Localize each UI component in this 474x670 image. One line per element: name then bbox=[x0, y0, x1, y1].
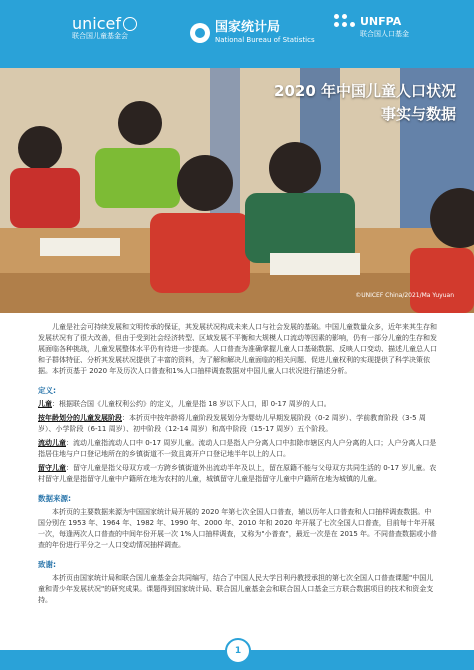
definition-text: ：留守儿童是指父母双方或一方跨乡镇街道外出流动半年及以上，留在原籍不能与父母双方共同生活的 0-17 岁儿童。农村留守儿童是指留守儿童中户籍所在地为农村的儿童，城镇留守儿童是指留守儿童中户籍所在地为城镇的儿童。 bbox=[38, 464, 437, 483]
header-banner bbox=[0, 0, 474, 68]
unfpa-cn-name: 联合国人口基金 bbox=[360, 30, 409, 38]
title-line-1: 2020 年中国儿童人口状况 bbox=[274, 82, 456, 100]
page-title bbox=[226, 80, 456, 126]
unicef-globe-icon bbox=[123, 17, 137, 31]
definition-term: 留守儿童 bbox=[38, 464, 66, 472]
nbs-en-name: National Bureau of Statistics bbox=[215, 36, 315, 44]
unicef-cn-name: 联合国儿童基金会 bbox=[72, 32, 128, 40]
nbs-cn-name: 国家统计局 bbox=[215, 20, 281, 35]
photo-credit: ©UNICEF China/2021/Ma Yuyuan bbox=[355, 292, 454, 299]
definition-term: 按年龄划分的儿童发展阶段 bbox=[38, 414, 122, 422]
intro-paragraph: 儿童是社会可持续发展和文明传承的保证，其发展状况构成未来人口与社会发展的基础。中国儿童数量众多，近年来其生存和发展状况有了很大改善，但由于受到社会经济转型、区域发展不平衡和大规模人口流动等因素的影响，仍有一部分儿童的生存和发展面临各种挑战，儿童发展整体水平仍有待进一步提高。人口普查为准确掌握儿童人口基础数据、反映人口变动、描述儿童总人口和子群体特征、分析其发展状况提供了丰富的资料，为了解和解决儿童面临的相关问题、促进儿童权利的实现提供了科学决策依据。本折页基于 2020 年及历次人口普查和1%人口抽样调查数据对中国儿童人口状况进行描述分析。 bbox=[38, 323, 437, 375]
nbs-emblem-icon bbox=[190, 23, 210, 43]
hero-photo bbox=[0, 68, 474, 313]
definition-term: 流动儿童 bbox=[38, 439, 66, 447]
data-sources-paragraph: 本折页的主要数据来源为中国国家统计局开展的 2020 年第七次全国人口普查，辅以历年人口普查和人口抽样调查数据。中国分别在 1953 年、1964 年、1982 年、1990 年、2000 年、2010 年和 2020 年开展了七次全国人口普查，目前每十年开展一次，每逢两次人口普查的中间年份开展一次 1%人口抽样调查，又称为"小普查"，最近一次是在 2015 年。不同普查数据或小普查的年份进行平分之一人口变动情况抽样调查。 bbox=[38, 508, 438, 549]
definition-text: ：根据联合国《儿童权利公约》的定义，儿童是指 18 岁以下人口，即 0-17 周岁的人口。 bbox=[52, 400, 331, 408]
definition-term: 儿童 bbox=[38, 400, 52, 408]
thanks-paragraph: 本折页由国家统计局和联合国儿童基金会共同编写，结合了中国人民大学吕利丹教授承担的第七次全国人口普查课题"中国儿童和青少年发展状况"的研究成果。课题得到国家统计局、联合国儿童基金会和联合国人口基金三方联合数据项目的技术和资金支持。 bbox=[38, 574, 434, 604]
definition-item bbox=[38, 413, 438, 435]
data-sources-heading: 数据来源: bbox=[38, 494, 71, 503]
page-number: 1 bbox=[225, 638, 251, 664]
unfpa-wordmark: UNFPA bbox=[360, 15, 402, 28]
thanks-heading: 致谢: bbox=[38, 560, 56, 569]
unfpa-dots-icon bbox=[334, 14, 356, 36]
definitions-heading: 定义: bbox=[38, 386, 56, 395]
body-content bbox=[38, 322, 438, 612]
definition-text: ：流动儿童指流动人口中 0-17 周岁儿童。流动人口是指人户分离人口中扣除市辖区内人户分离的人口；人户分离人口是指居住地与户口登记地所在的乡镇街道不一致且离开户口登记地半年以上的人口。 bbox=[38, 439, 437, 458]
definition-item bbox=[38, 463, 438, 485]
unicef-logo bbox=[72, 16, 137, 41]
nbs-logo bbox=[190, 20, 315, 45]
unfpa-logo bbox=[334, 14, 409, 39]
definition-item bbox=[38, 438, 438, 460]
definition-text: ：本折页中按年龄将儿童阶段发展划分为婴幼儿早期发展阶段（0-2 周岁）、学前教育阶段（3-5 周岁）、小学阶段（6-11 周岁）、初中阶段（12-14 周岁）和高中阶段（15-17 周岁）五个阶段。 bbox=[38, 414, 426, 433]
title-line-2: 事实与数据 bbox=[380, 105, 456, 123]
unicef-wordmark: unicef bbox=[72, 14, 121, 33]
definition-item bbox=[38, 399, 438, 410]
